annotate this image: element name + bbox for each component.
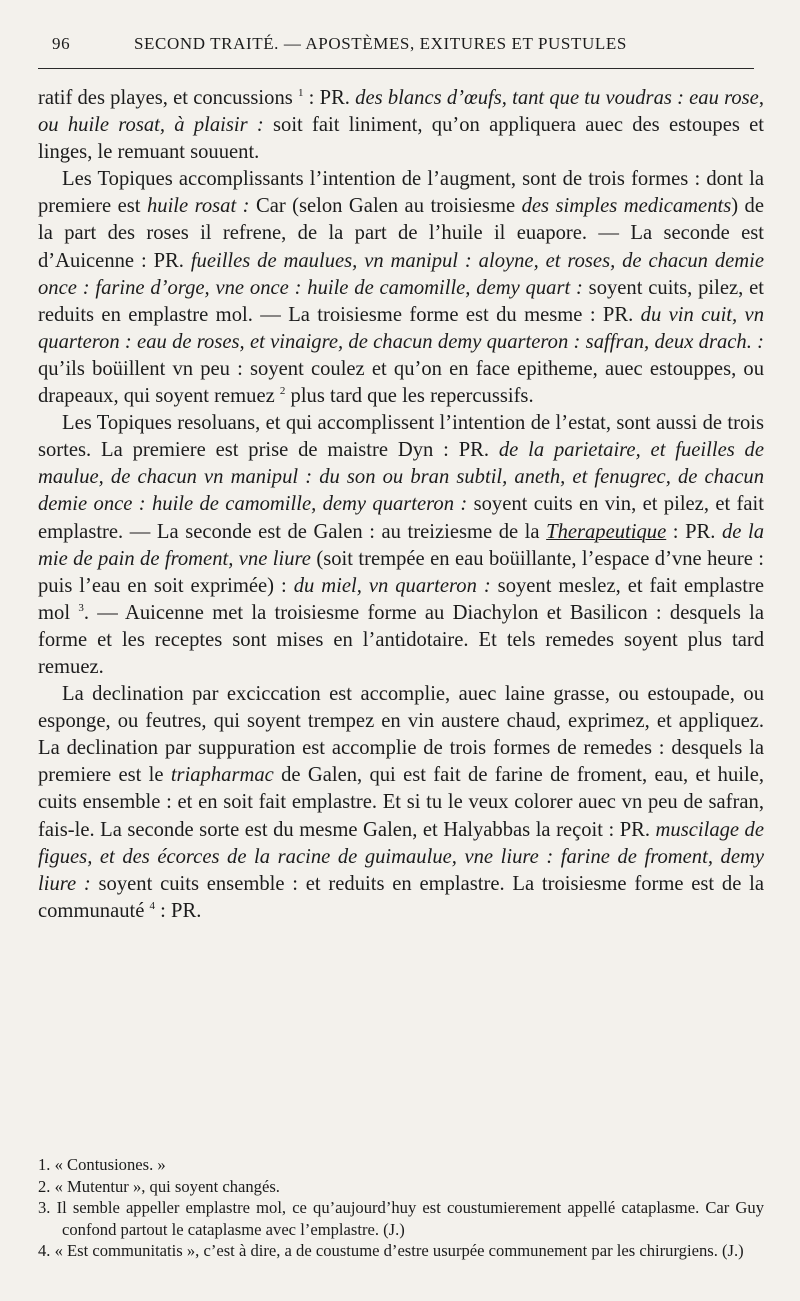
page-number: 96 <box>52 34 71 53</box>
italic-text: de la parietaire, et fueilles de maulue, de chacun vn manipul : du son ou bran subtil, aneth, et fenugrec, de chacun demie once : huile de camomille, demy quarteron : <box>38 439 764 516</box>
text-run: Car (selon Galen au troisiesme <box>249 195 522 218</box>
italic-text: ou huile rosat, à plaisir : <box>38 114 264 137</box>
text-run: Les Topiques accomplissants l’intention de l’augment, sont de trois formes : dont la premiere est <box>38 168 764 218</box>
text-run: plus tard que les repercussifs. <box>285 385 534 408</box>
paragraph <box>38 85 764 166</box>
italic-text: du miel, vn quarteron : <box>293 574 491 597</box>
text-run: : PR. <box>155 899 202 922</box>
footnote: 3. Il semble appeller emplastre mol, ce qu’aujourd’huy est coustumierement appellé cataplasme. Car Guy confond partout le cataplasme avec l’emplastre. (J.) <box>38 1198 764 1239</box>
footnote-marker: 4 <box>149 899 156 912</box>
text-run: qu’ils boüillent vn peu : soyent coulez et qu’on en face epitheme, auec estouppes, ou drapeaux, qui soyent remuez <box>38 357 764 408</box>
footnote-marker: 2 <box>279 385 286 398</box>
footnote: 4. « Est communitatis », c’est à dire, a de coustume d’estre usurpée communement par les chirurgiens. (J.) <box>38 1241 744 1261</box>
paragraph <box>38 166 764 410</box>
text-run: soyent cuits ensemble : et reduits en emplastre. La troisiesme forme est de la communauté <box>38 872 764 922</box>
text-run: soyent meslez, et fait emplastre mol <box>38 574 765 624</box>
running-header <box>38 34 754 54</box>
footnote: 1. « Contusiones. » <box>38 1155 166 1174</box>
running-title: SECOND TRAITÉ. — APOSTÈMES, EXITURES ET PUSTULES <box>134 34 627 53</box>
text-run: ratif des playes, et concussions <box>38 87 298 109</box>
text-run: Les Topiques resoluans, et qui accomplissent l’intention de l’estat, sont aussi de trois sortes. La premiere est prise de maistre Dyn : PR. <box>38 412 764 462</box>
text-run: soit fait liniment, qu’on appliquera auec des estoupes et linges, le remuant souuent. <box>38 114 764 164</box>
footnote-marker: 3 <box>78 601 84 614</box>
main-text <box>38 85 764 925</box>
text-run: La declination par exciccation est accomplie, auec laine grasse, ou estoupade, ou esponge, ou feutres, qui soyent trempez en vin austere chaud, exprimez, et appliquez. La declination par suppuration est accomplie de trois formes de remedes : desquels la premiere est le <box>38 683 764 787</box>
text-run: soyent cuits en vin, et pilez, et fait emplastre. — La seconde est de Galen : au treiziesme de la <box>38 493 764 543</box>
italic-text: des blancs d’œufs, tant que tu voudras : eau rose <box>355 87 759 109</box>
footnotes <box>38 1154 764 1262</box>
text-run: soyent cuits, pilez, et reduits en emplastre mol. — La troisiesme forme est du mesme : PR. <box>38 276 764 326</box>
italic-text: muscilage de figues, et des écorces de la racine de guimaulue, vne liure : farine de froment, demy liure : <box>38 818 764 895</box>
italic-text: huile rosat : <box>146 195 250 218</box>
italic-underlined-text: Therapeutique <box>546 520 667 543</box>
italic-text: de la mie de pain de froment, vne liure <box>38 520 764 570</box>
text-run: (soit trempée en eau boüillante, l’espace d’vne heure : puis l’eau en soit exprimée) : <box>38 547 764 597</box>
text-run: , <box>758 87 764 109</box>
italic-text: fueilles de maulues, vn manipul : aloyne, et roses, de chacun demie once : farine d’orge, vne once : huile de camomille, demy quart : <box>38 249 764 299</box>
italic-text: triapharmac <box>170 764 274 787</box>
header-rule <box>38 68 754 69</box>
paragraph <box>38 681 764 925</box>
italic-text: des simples medicaments <box>521 195 732 218</box>
text-run: ) de la part des roses il refrene, de la part de l’huile il euapore. — La seconde est d’Auicenne : PR. <box>38 195 764 272</box>
paragraph <box>38 410 764 681</box>
text-run: de Galen, qui est fait de farine de froment, eau, et huile, cuits ensemble : et en soit fait emplastre. Et si tu le veux colorer auec vn peu de safran, fais-le. La seconde sorte est du mesme Galen, et Halyabbas la reçoit : PR. <box>38 764 764 841</box>
text-run: . — Auicenne met la troisiesme forme au Diachylon et Basilicon : desquels la forme et les receptes sont mises en l’antidotaire. Et tels remedes soyent plus tard remuez. <box>38 601 764 678</box>
text-run: : PR. <box>666 520 722 543</box>
footnote-marker: 1 <box>297 87 304 100</box>
footnote: 2. « Mutentur », qui soyent changés. <box>38 1176 280 1196</box>
italic-text: du vin cuit, vn quarteron : eau de roses, et vinaigre, de chacun demy quarteron : saffran, deux drach. : <box>38 303 764 353</box>
text-run: : PR. <box>303 87 356 109</box>
